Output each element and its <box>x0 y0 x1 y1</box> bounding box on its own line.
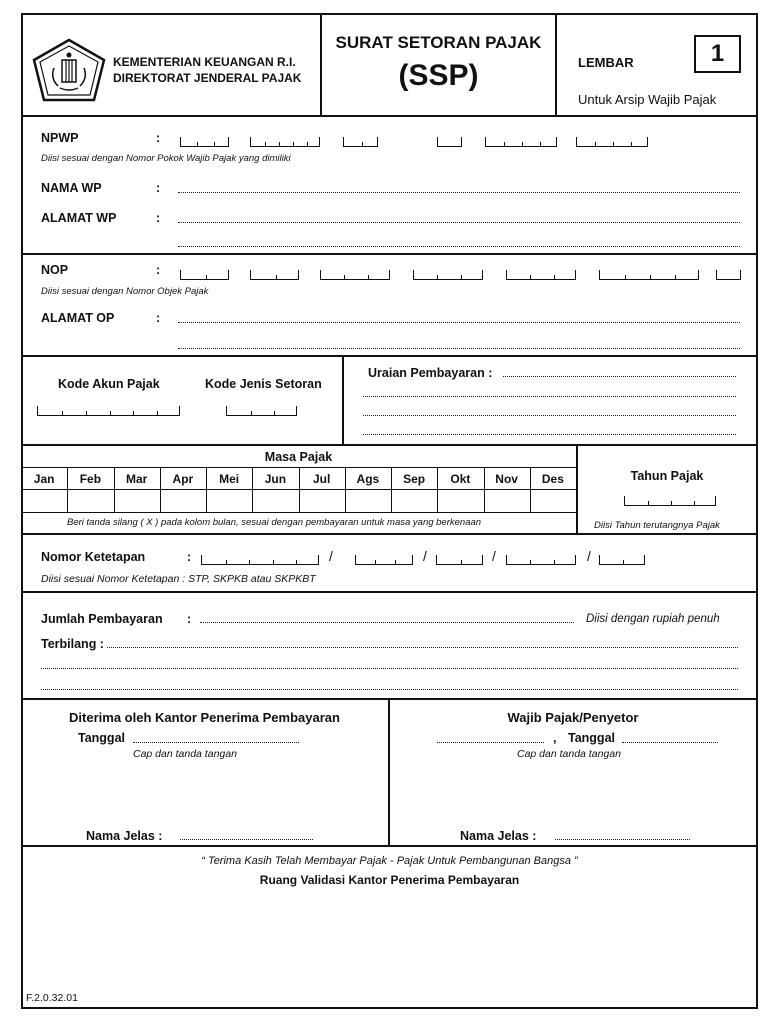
digit-group[interactable] <box>180 270 229 280</box>
header-divider-2 <box>555 13 557 116</box>
digit-separator <box>86 411 87 415</box>
copy-note: Untuk Arsip Wajib Pajak <box>578 92 717 107</box>
month-label-des: Des <box>541 472 564 486</box>
address-wp-colon: : <box>156 211 161 225</box>
digit-separator <box>437 275 438 279</box>
ministry-line-1: KEMENTERIAN KEUANGAN R.I. <box>113 55 296 69</box>
amount-words-field-1[interactable] <box>107 647 738 648</box>
month-checkbox-jul[interactable] <box>299 490 345 512</box>
payment-description-field-1[interactable] <box>503 376 736 377</box>
digit-group[interactable] <box>320 270 390 280</box>
payment-description-field-3[interactable] <box>363 415 736 416</box>
slash-1: / <box>329 548 333 564</box>
payment-description-field-2[interactable] <box>363 396 736 397</box>
month-checkbox-jun[interactable] <box>252 490 298 512</box>
digit-group[interactable] <box>437 137 462 147</box>
month-label-sep: Sep <box>403 472 426 486</box>
amount-note: Diisi dengan rupiah penuh <box>586 613 720 625</box>
digit-separator <box>530 275 531 279</box>
payer-name-label: Nama Jelas : <box>460 829 537 843</box>
digit-separator <box>631 142 632 146</box>
digit-separator <box>650 275 651 279</box>
account-code-label: Kode Akun Pajak <box>58 377 160 391</box>
digit-separator <box>307 142 308 146</box>
slash-3: / <box>492 548 496 564</box>
validation-area-title: Ruang Validasi Kantor Penerima Pembayaran <box>259 873 520 887</box>
code-boxes[interactable] <box>36 402 306 418</box>
digit-group[interactable] <box>436 555 483 565</box>
section-line-7 <box>21 845 758 847</box>
tax-year-label: Tahun Pajak <box>630 469 704 483</box>
month-column-divider <box>67 467 68 512</box>
form-code: F.2.0.32.01 <box>26 992 78 1004</box>
digit-separator <box>595 142 596 146</box>
address-wp-field-1[interactable] <box>178 222 740 223</box>
payment-description-field-4[interactable] <box>363 434 736 435</box>
section-line-4 <box>21 533 758 535</box>
digit-group[interactable] <box>37 406 180 416</box>
digit-group[interactable] <box>506 270 576 280</box>
digit-separator <box>395 560 396 564</box>
digit-separator <box>133 411 134 415</box>
digit-separator <box>197 142 198 146</box>
digit-separator <box>375 560 376 564</box>
digit-separator <box>214 142 215 146</box>
month-label-okt: Okt <box>450 472 471 486</box>
slogan: “ Terima Kasih Telah Membayar Pajak - Pajak Untuk Pembangunan Bangsa ” <box>201 855 578 867</box>
month-label-apr: Apr <box>172 472 194 486</box>
section-line-3 <box>21 444 758 446</box>
address-op-field-2[interactable] <box>178 348 740 349</box>
digit-group[interactable] <box>250 270 299 280</box>
digit-group[interactable] <box>599 555 645 565</box>
month-table-bottom <box>21 512 576 513</box>
digit-group[interactable] <box>180 137 229 147</box>
payer-name-field[interactable] <box>555 839 690 840</box>
month-column-divider <box>530 467 531 512</box>
amount-words-label: Terbilang : <box>41 637 104 651</box>
digit-separator <box>540 142 541 146</box>
digit-separator <box>554 275 555 279</box>
digit-separator <box>226 560 227 564</box>
digit-separator <box>648 501 649 505</box>
digit-group[interactable] <box>716 270 741 280</box>
assessment-colon: : <box>187 550 192 564</box>
digit-separator <box>625 275 626 279</box>
month-checkbox-sep[interactable] <box>391 490 437 512</box>
address-op-colon: : <box>156 311 161 325</box>
tax-year-boxes[interactable] <box>622 492 720 508</box>
digit-separator <box>265 142 266 146</box>
npwp-boxes[interactable] <box>178 133 648 149</box>
form-acronym: (SSP) <box>398 59 479 92</box>
month-column-divider <box>391 467 392 512</box>
assessment-note: Diisi sesuai Nomor Ketetapan : STP, SKPKB atau SKPKBT <box>41 573 316 585</box>
receiver-name-field[interactable] <box>180 839 313 840</box>
month-checkbox-ags[interactable] <box>345 490 391 512</box>
month-checkbox-okt[interactable] <box>437 490 483 512</box>
payer-title: Wajib Pajak/Penyetor <box>507 710 639 725</box>
address-wp-label: ALAMAT WP <box>41 211 117 225</box>
name-wp-colon: : <box>156 181 161 195</box>
section-line-5 <box>21 591 758 593</box>
ministry-name <box>113 54 301 86</box>
digit-separator <box>671 501 672 505</box>
assessment-number-label: Nomor Ketetapan <box>41 550 146 564</box>
digit-separator <box>296 560 297 564</box>
ministry-line-2: DIREKTORAT JENDERAL PAJAK <box>113 71 302 85</box>
receiver-stamp-note: Cap dan tanda tangan <box>133 748 237 760</box>
digit-separator <box>110 411 111 415</box>
digit-separator <box>694 501 695 505</box>
digit-separator <box>461 275 462 279</box>
digit-separator <box>613 142 614 146</box>
npwp-colon: : <box>156 131 161 145</box>
nop-colon: : <box>156 263 161 277</box>
payer-date-label: Tanggal <box>568 731 615 745</box>
section-line-2 <box>21 355 758 357</box>
amount-field[interactable] <box>200 622 574 623</box>
period-note: Beri tanda silang ( X ) pada kolom bulan, sesuai dengan pembayaran untuk masa yang berkenaan <box>67 517 482 528</box>
address-op-field-1[interactable] <box>178 322 740 323</box>
digit-separator <box>249 560 250 564</box>
header-bottom-line <box>21 115 758 117</box>
payer-place-field[interactable] <box>437 742 544 743</box>
slash-4: / <box>587 548 591 564</box>
codes-divider <box>342 355 344 444</box>
nop-note: Diisi sesuai dengan Nomor Objek Pajak <box>41 286 209 297</box>
digit-separator <box>276 275 277 279</box>
month-label-ags: Ags <box>356 472 380 486</box>
digit-separator <box>273 560 274 564</box>
payment-description-label: Uraian Pembayaran : <box>368 366 493 380</box>
amount-label: Jumlah Pembayaran <box>41 612 163 626</box>
digit-separator <box>62 411 63 415</box>
digit-separator <box>504 142 505 146</box>
receiver-title: Diterima oleh Kantor Penerima Pembayaran <box>69 710 340 725</box>
digit-group[interactable] <box>201 555 319 565</box>
digit-group[interactable] <box>506 555 576 565</box>
slash-2: / <box>423 548 427 564</box>
digit-separator <box>344 275 345 279</box>
tax-year-note: Diisi Tahun terutangnya Pajak <box>594 520 720 531</box>
ministry-emblem-icon <box>32 38 106 104</box>
digit-separator <box>293 142 294 146</box>
month-checkbox-nov[interactable] <box>484 490 530 512</box>
month-label-jul: Jul <box>312 472 331 486</box>
digit-separator <box>522 142 523 146</box>
digit-separator <box>157 411 158 415</box>
month-checkbox-feb[interactable] <box>67 490 113 512</box>
month-checkbox-mei[interactable] <box>206 490 252 512</box>
month-column-divider <box>252 467 253 512</box>
month-column-divider <box>160 467 161 512</box>
digit-separator <box>461 560 462 564</box>
month-column-divider <box>114 467 115 512</box>
amount-words-field-2[interactable] <box>41 668 738 669</box>
npwp-note: Diisi sesuai dengan Nomor Pokok Wajib Pajak yang dimiliki <box>41 153 291 164</box>
month-checkbox-des[interactable] <box>530 490 576 512</box>
name-wp-field[interactable] <box>178 192 740 193</box>
month-checkbox-mar[interactable] <box>114 490 160 512</box>
payer-stamp-note: Cap dan tanda tangan <box>517 748 621 760</box>
month-column-divider <box>437 467 438 512</box>
address-wp-field-2[interactable] <box>178 246 740 247</box>
month-column-divider <box>345 467 346 512</box>
month-column-divider <box>484 467 485 512</box>
amount-words-field-3[interactable] <box>41 689 738 690</box>
digit-separator <box>530 560 531 564</box>
period-title: Masa Pajak <box>264 450 333 464</box>
digit-group[interactable] <box>624 496 716 506</box>
amount-colon: : <box>187 612 192 626</box>
payer-date-field[interactable] <box>622 742 718 743</box>
digit-separator <box>251 411 252 415</box>
month-label-jan: Jan <box>33 472 55 486</box>
period-divider <box>576 444 578 533</box>
nop-label: NOP <box>41 263 69 277</box>
digit-separator <box>362 142 363 146</box>
digit-separator <box>279 142 280 146</box>
digit-group[interactable] <box>576 137 648 147</box>
digit-group[interactable] <box>485 137 557 147</box>
nop-boxes[interactable] <box>178 266 743 282</box>
digit-group[interactable] <box>343 137 378 147</box>
digit-group[interactable] <box>250 137 320 147</box>
name-wp-label: NAMA WP <box>41 181 102 195</box>
receiver-date-field[interactable] <box>133 742 299 743</box>
month-label-jun: Jun <box>264 472 287 486</box>
form-title: SURAT SETORAN PAJAK <box>335 33 542 52</box>
digit-group[interactable] <box>413 270 483 280</box>
month-label-nov: Nov <box>495 472 518 486</box>
month-label-feb: Feb <box>79 472 102 486</box>
month-column-divider <box>206 467 207 512</box>
digit-separator <box>206 275 207 279</box>
lembar-label: LEMBAR <box>578 55 634 70</box>
month-checkbox-apr[interactable] <box>160 490 206 512</box>
receiver-date-label: Tanggal <box>78 731 125 745</box>
month-checkbox-jan[interactable] <box>21 490 67 512</box>
month-label-mei: Mei <box>219 472 240 486</box>
digit-separator <box>554 560 555 564</box>
digit-group[interactable] <box>226 406 297 416</box>
month-label-mar: Mar <box>125 472 148 486</box>
digit-separator <box>368 275 369 279</box>
receiver-name-label: Nama Jelas : <box>86 829 163 843</box>
section-line-1 <box>21 253 758 255</box>
lembar-number: 1 <box>694 35 741 73</box>
address-op-label: ALAMAT OP <box>41 311 115 325</box>
digit-separator <box>675 275 676 279</box>
digit-separator <box>623 560 624 564</box>
deposit-code-label: Kode Jenis Setoran <box>205 377 322 391</box>
month-column-divider <box>299 467 300 512</box>
digit-group[interactable] <box>599 270 699 280</box>
payer-comma: , <box>553 731 557 745</box>
digit-separator <box>274 411 275 415</box>
digit-group[interactable] <box>355 555 413 565</box>
npwp-label: NPWP <box>41 131 79 145</box>
